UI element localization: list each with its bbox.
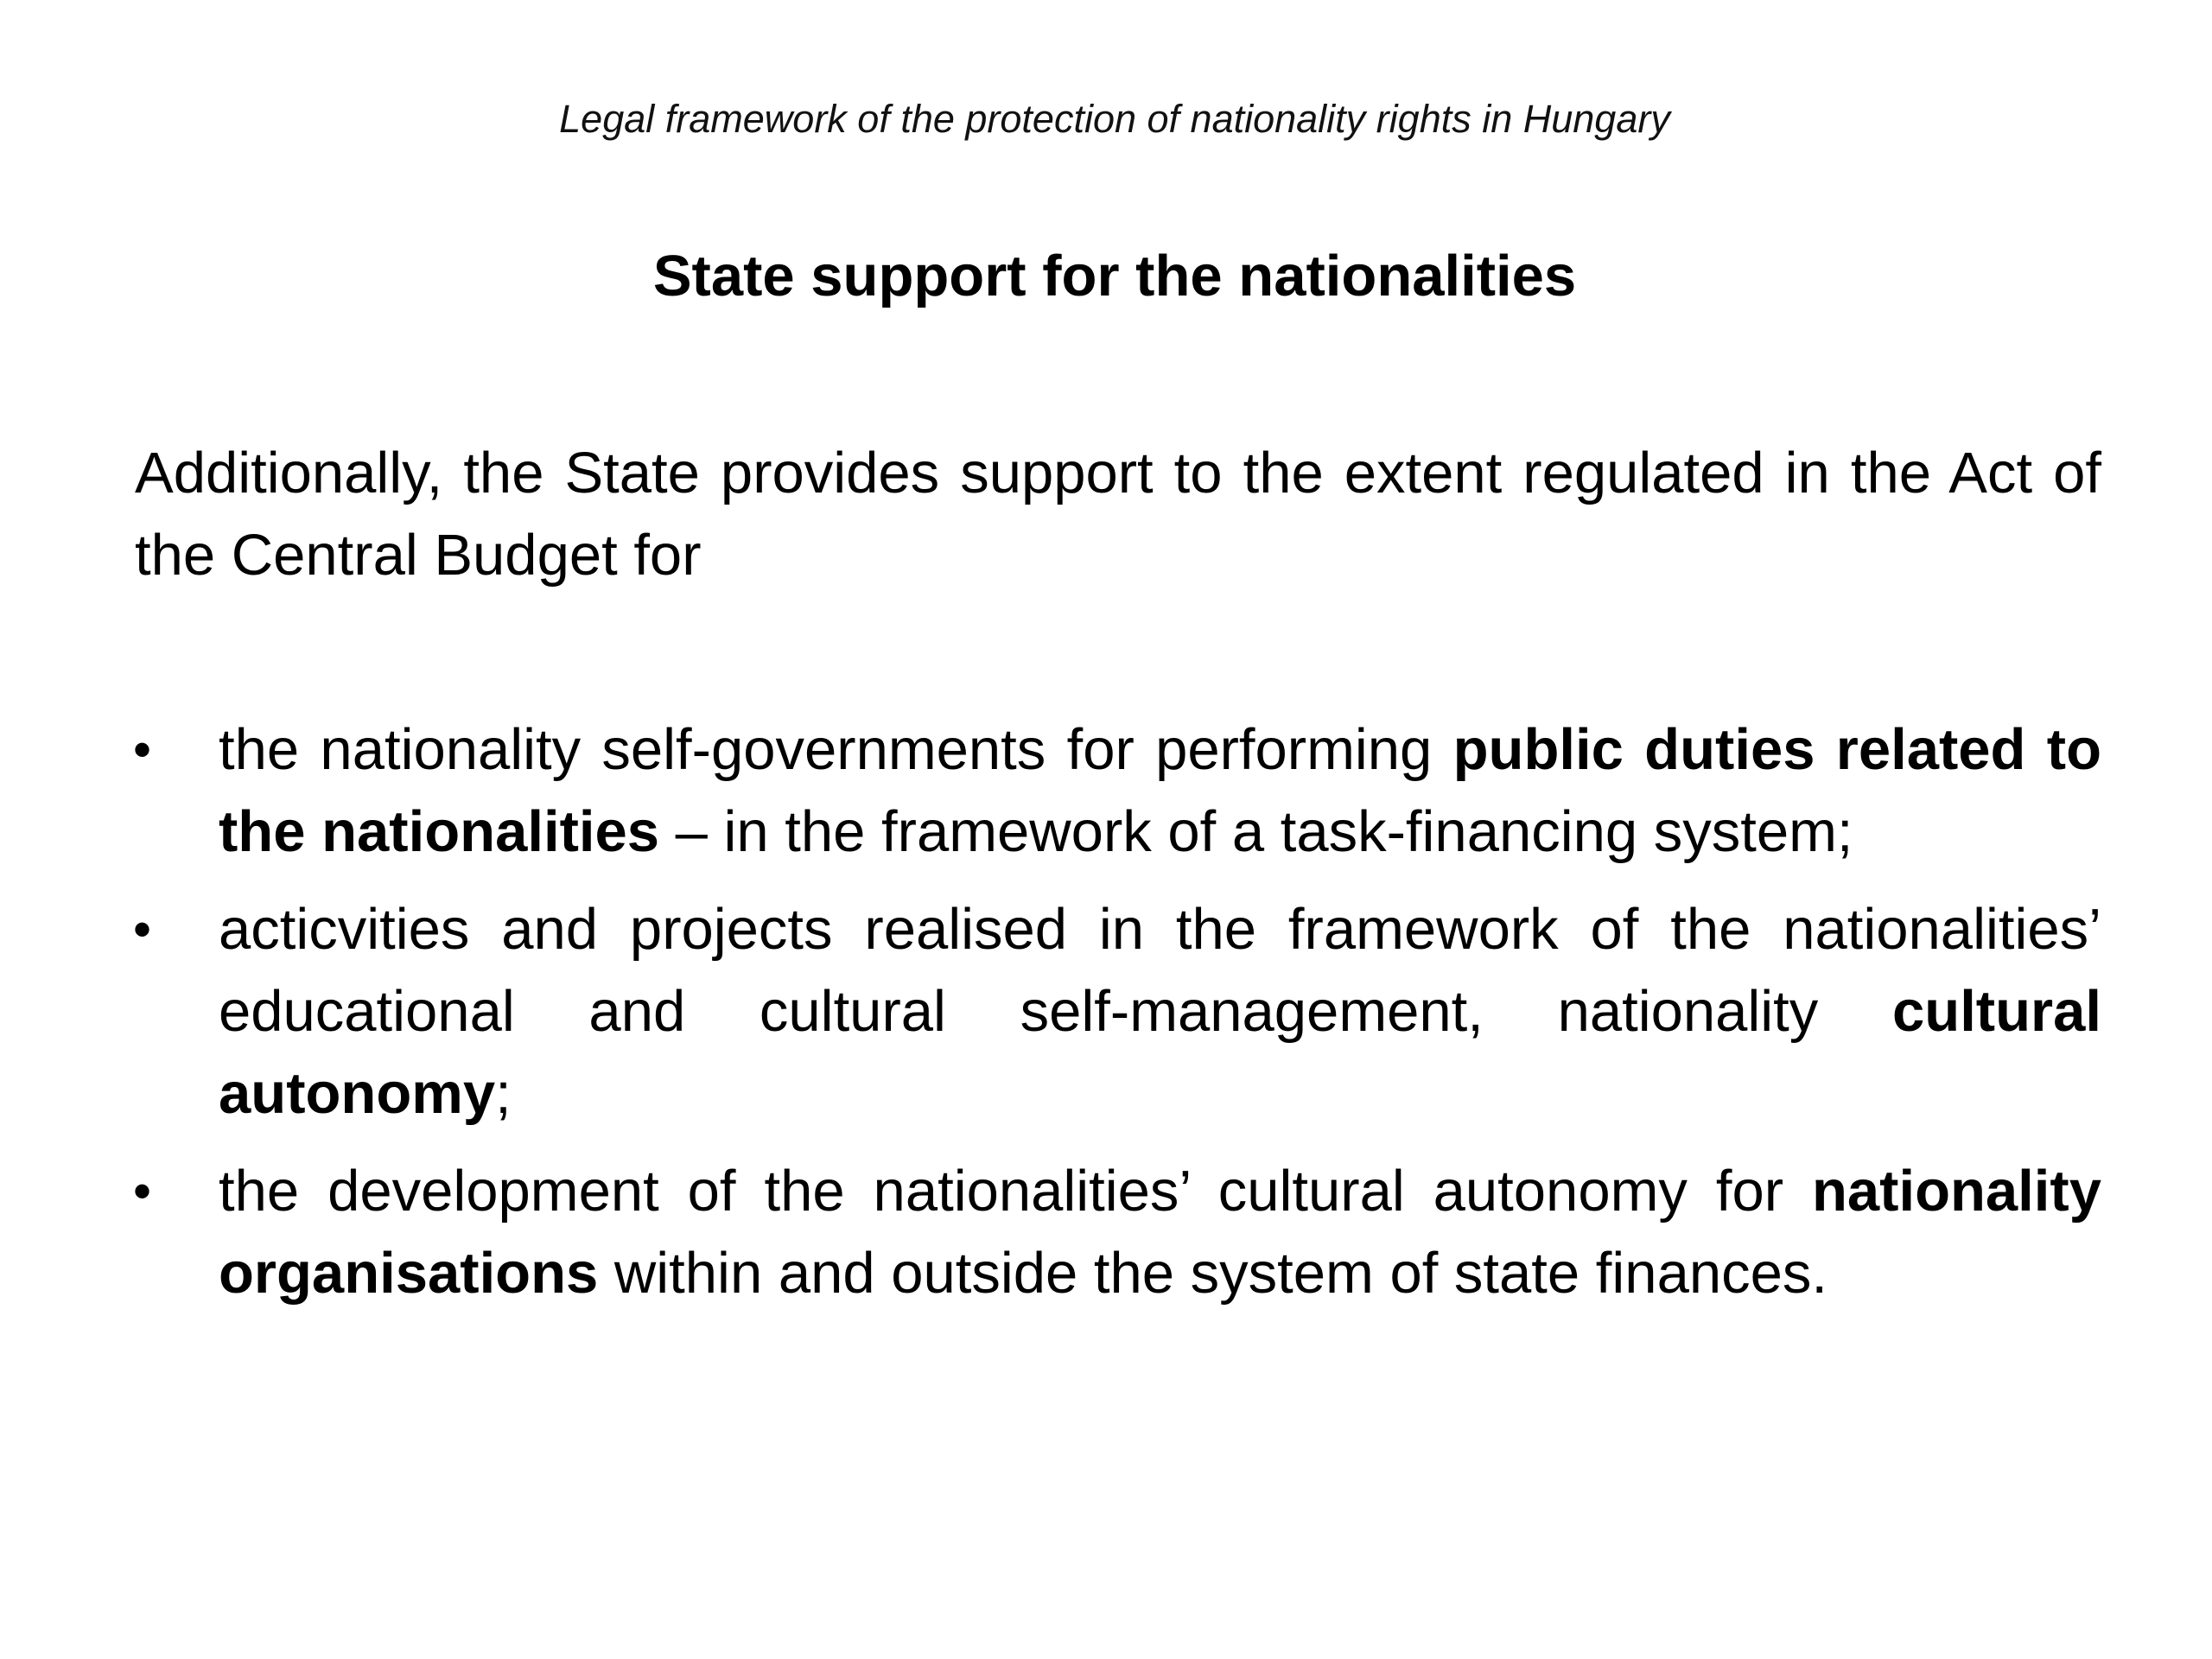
bullet-text: the nationality self-governments for performing [219,717,1453,782]
bullet-bold-text: cultural autonomy [219,979,2101,1126]
bullet-item-cultural-autonomy [133,888,2101,1135]
slide-subtitle: Legal framework of the protection of nationality rights in Hungary [559,97,1670,141]
bullet-item-nationality-organisations [133,1150,2101,1314]
bullet-bold-text: nationality organisations [219,1159,2101,1306]
bullet-bold-text: public duties related to the nationalities [219,717,2101,864]
bullet-text: within and outside the system of state finances. [598,1241,1827,1306]
slide-title: State support for the nationalities [652,244,1577,308]
bullet-point-icon: • [133,1162,152,1220]
bullet-text: ; [495,1061,512,1126]
bullet-item-public-duties [133,709,2101,873]
bullet-list [0,709,2212,1330]
bullet-text: acticvities and projects realised in the framework of the nationalities’ educational and cultural self-management, nationality [219,897,2101,1044]
intro-paragraph: Additionally, the State provides support to the extent regulated in the Act of the Central Budget for [135,441,2101,588]
bullet-text: the development of the nationalities’ cultural autonomy for [219,1159,1812,1224]
bullet-point-icon: • [133,721,152,779]
bullet-point-icon: • [133,900,152,958]
bullet-text: – in the framework of a task-financing system; [659,799,1853,864]
